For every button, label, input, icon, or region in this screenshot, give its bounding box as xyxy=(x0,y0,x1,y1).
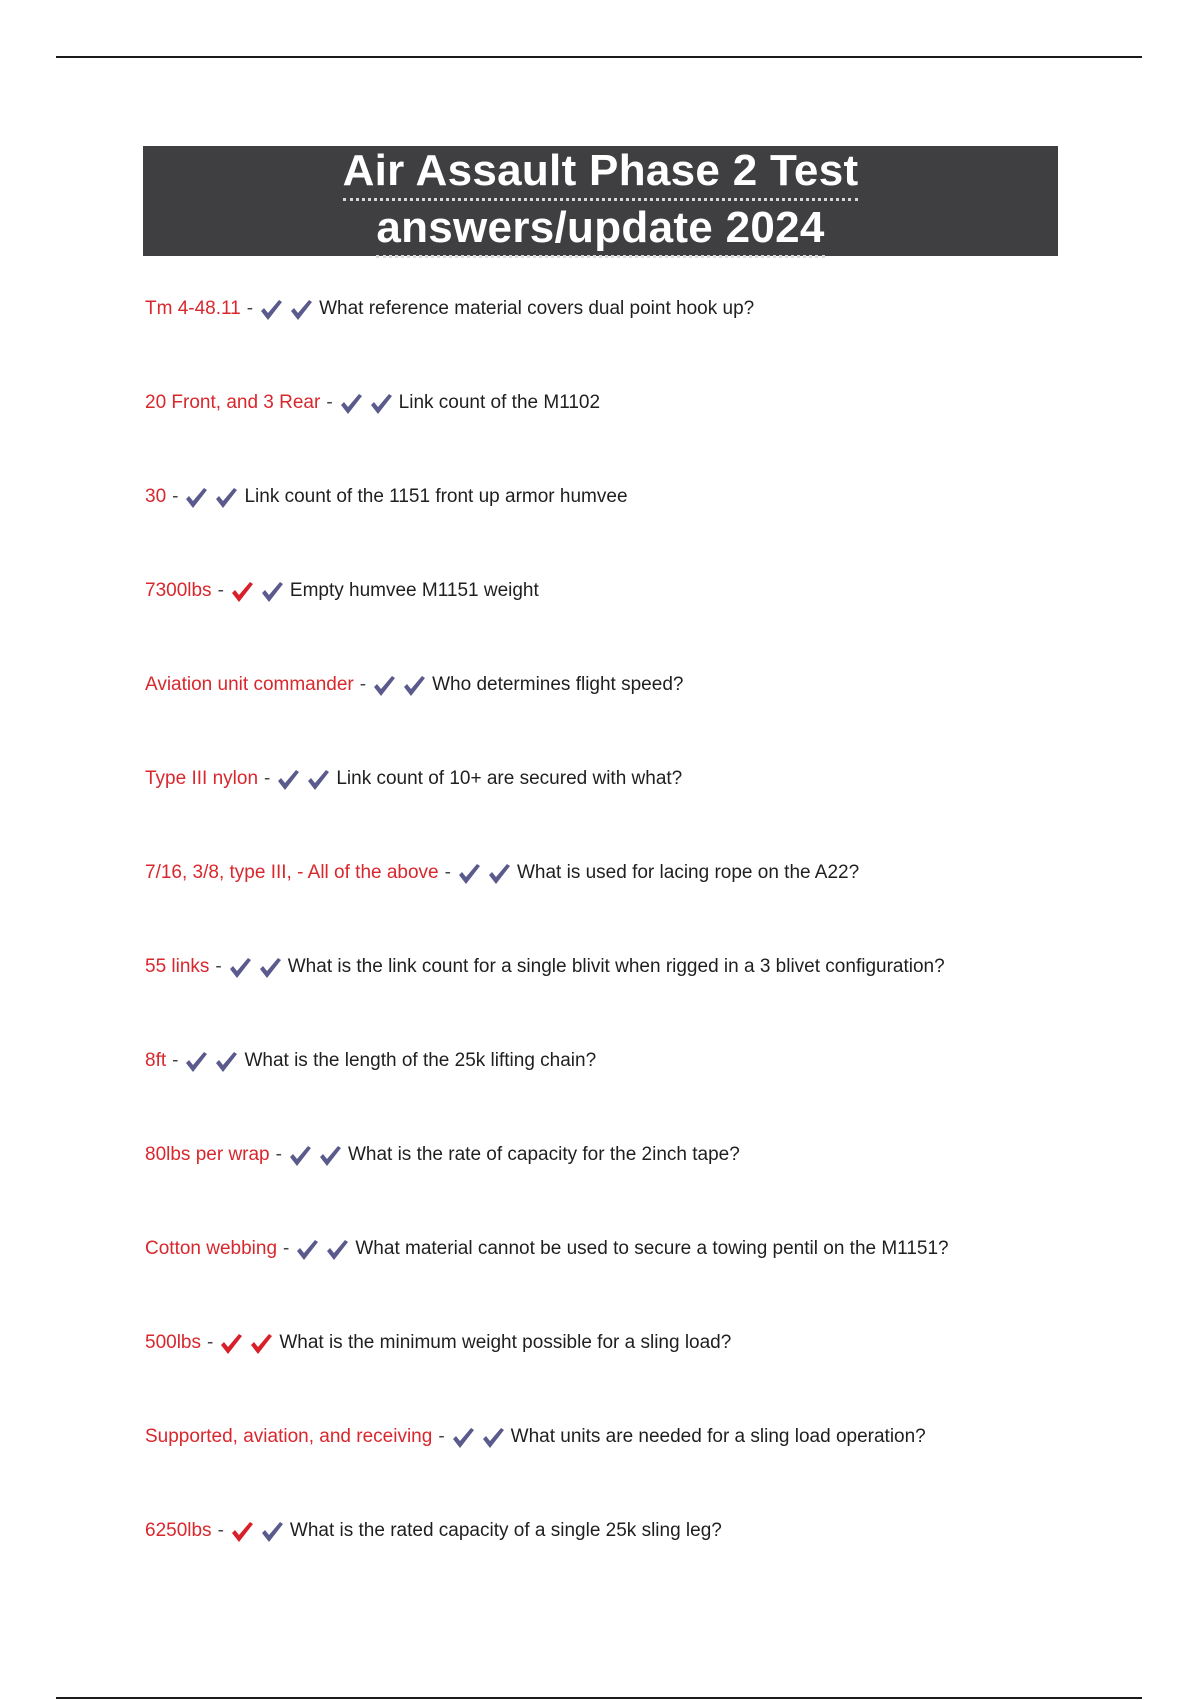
answer-text: 8ft xyxy=(145,1050,167,1071)
purple-check-icon xyxy=(306,769,330,791)
qa-item xyxy=(145,1330,1145,1424)
question-text: Link count of the M1102 xyxy=(398,392,601,413)
qa-item xyxy=(145,484,1145,578)
separator: - xyxy=(275,1144,282,1165)
question-text: Link count of 10+ are secured with what? xyxy=(336,768,683,789)
title-banner xyxy=(143,146,1058,256)
qa-item xyxy=(145,1424,1145,1518)
checkmarks xyxy=(288,1145,342,1167)
checkmarks xyxy=(228,957,282,979)
answer-text: Cotton webbing xyxy=(145,1238,278,1259)
purple-check-icon xyxy=(487,863,511,885)
answer-text: 7/16, 3/8, type III, - All of the above xyxy=(145,862,439,883)
purple-check-icon xyxy=(451,1427,475,1449)
qa-item xyxy=(145,954,1145,1048)
checkmarks xyxy=(259,299,313,321)
purple-check-icon xyxy=(260,581,284,603)
question-text: What reference material covers dual point hook up? xyxy=(319,298,755,319)
qa-item xyxy=(145,1518,1145,1612)
checkmarks xyxy=(451,1427,505,1449)
question-text: What is the rate of capacity for the 2inch tape? xyxy=(347,1144,740,1165)
purple-check-icon xyxy=(184,487,208,509)
purple-check-icon xyxy=(457,863,481,885)
qa-item xyxy=(145,1236,1145,1330)
qa-item xyxy=(145,1048,1145,1142)
answer-text: 7300lbs xyxy=(145,580,212,601)
purple-check-icon xyxy=(288,1145,312,1167)
top-rule xyxy=(56,56,1142,58)
qa-item xyxy=(145,1142,1145,1236)
checkmarks xyxy=(184,487,238,509)
separator: - xyxy=(217,1520,224,1541)
qa-item xyxy=(145,766,1145,860)
answer-text: 30 xyxy=(145,486,167,507)
question-text: What is the length of the 25k lifting chain? xyxy=(244,1050,597,1071)
red-check-icon xyxy=(230,1521,254,1543)
title-line-1: Air Assault Phase 2 Test xyxy=(343,144,859,201)
answer-text: 80lbs per wrap xyxy=(145,1144,270,1165)
purple-check-icon xyxy=(259,299,283,321)
checkmarks xyxy=(295,1239,349,1261)
answer-text: Supported, aviation, and receiving xyxy=(145,1426,433,1447)
purple-check-icon xyxy=(184,1051,208,1073)
red-check-icon xyxy=(230,581,254,603)
answer-text: 500lbs xyxy=(145,1332,201,1353)
purple-check-icon xyxy=(289,299,313,321)
purple-check-icon xyxy=(260,1521,284,1543)
purple-check-icon xyxy=(228,957,252,979)
question-text: What is the minimum weight possible for a sling load? xyxy=(279,1332,732,1353)
checkmarks xyxy=(230,1521,284,1543)
separator: - xyxy=(246,298,254,319)
qa-item xyxy=(145,860,1145,954)
red-check-icon xyxy=(249,1333,273,1355)
qa-item xyxy=(145,578,1145,672)
question-text: What units are needed for a sling load operation? xyxy=(510,1426,926,1447)
purple-check-icon xyxy=(258,957,282,979)
bottom-rule xyxy=(56,1697,1142,1699)
separator: - xyxy=(172,486,179,507)
checkmarks xyxy=(184,1051,238,1073)
question-text: What is the link count for a single blivit when rigged in a 3 blivet configuration? xyxy=(287,956,945,977)
answer-text: 6250lbs xyxy=(145,1520,212,1541)
purple-check-icon xyxy=(481,1427,505,1449)
purple-check-icon xyxy=(372,675,396,697)
separator: - xyxy=(207,1332,214,1353)
red-check-icon xyxy=(219,1333,243,1355)
separator: - xyxy=(283,1238,290,1259)
answer-text: Aviation unit commander xyxy=(145,674,354,695)
checkmarks xyxy=(276,769,330,791)
checkmarks xyxy=(339,393,393,415)
purple-check-icon xyxy=(276,769,300,791)
title-line-2: answers/update 2024 xyxy=(376,201,824,258)
question-text: What material cannot be used to secure a towing pentil on the M1151? xyxy=(355,1238,949,1259)
purple-check-icon xyxy=(295,1239,319,1261)
separator: - xyxy=(438,1426,445,1447)
purple-check-icon xyxy=(325,1239,349,1261)
separator: - xyxy=(217,580,224,601)
question-text: Who determines flight speed? xyxy=(432,674,684,695)
checkmarks xyxy=(457,863,511,885)
qa-list xyxy=(145,296,1145,1612)
question-text: What is the rated capacity of a single 25k sling leg? xyxy=(289,1520,722,1541)
separator: - xyxy=(264,768,271,789)
separator: - xyxy=(215,956,222,977)
purple-check-icon xyxy=(402,675,426,697)
checkmarks xyxy=(230,581,284,603)
question-text: Link count of the 1151 front up armor humvee xyxy=(244,486,628,507)
checkmarks xyxy=(372,675,426,697)
qa-item xyxy=(145,296,1145,390)
qa-item xyxy=(145,390,1145,484)
answer-text: Tm 4-48.11 xyxy=(145,298,241,319)
question-text: Empty humvee M1151 weight xyxy=(289,580,539,601)
purple-check-icon xyxy=(339,393,363,415)
answer-text: 20 Front, and 3 Rear xyxy=(145,392,321,413)
purple-check-icon xyxy=(214,1051,238,1073)
qa-item xyxy=(145,672,1145,766)
answer-text: Type III nylon xyxy=(145,768,259,789)
separator: - xyxy=(359,674,367,695)
question-text: What is used for lacing rope on the A22? xyxy=(516,862,860,883)
purple-check-icon xyxy=(318,1145,342,1167)
checkmarks xyxy=(219,1333,273,1355)
separator: - xyxy=(172,1050,179,1071)
answer-text: 55 links xyxy=(145,956,210,977)
purple-check-icon xyxy=(214,487,238,509)
separator: - xyxy=(326,392,333,413)
separator: - xyxy=(444,862,451,883)
purple-check-icon xyxy=(369,393,393,415)
